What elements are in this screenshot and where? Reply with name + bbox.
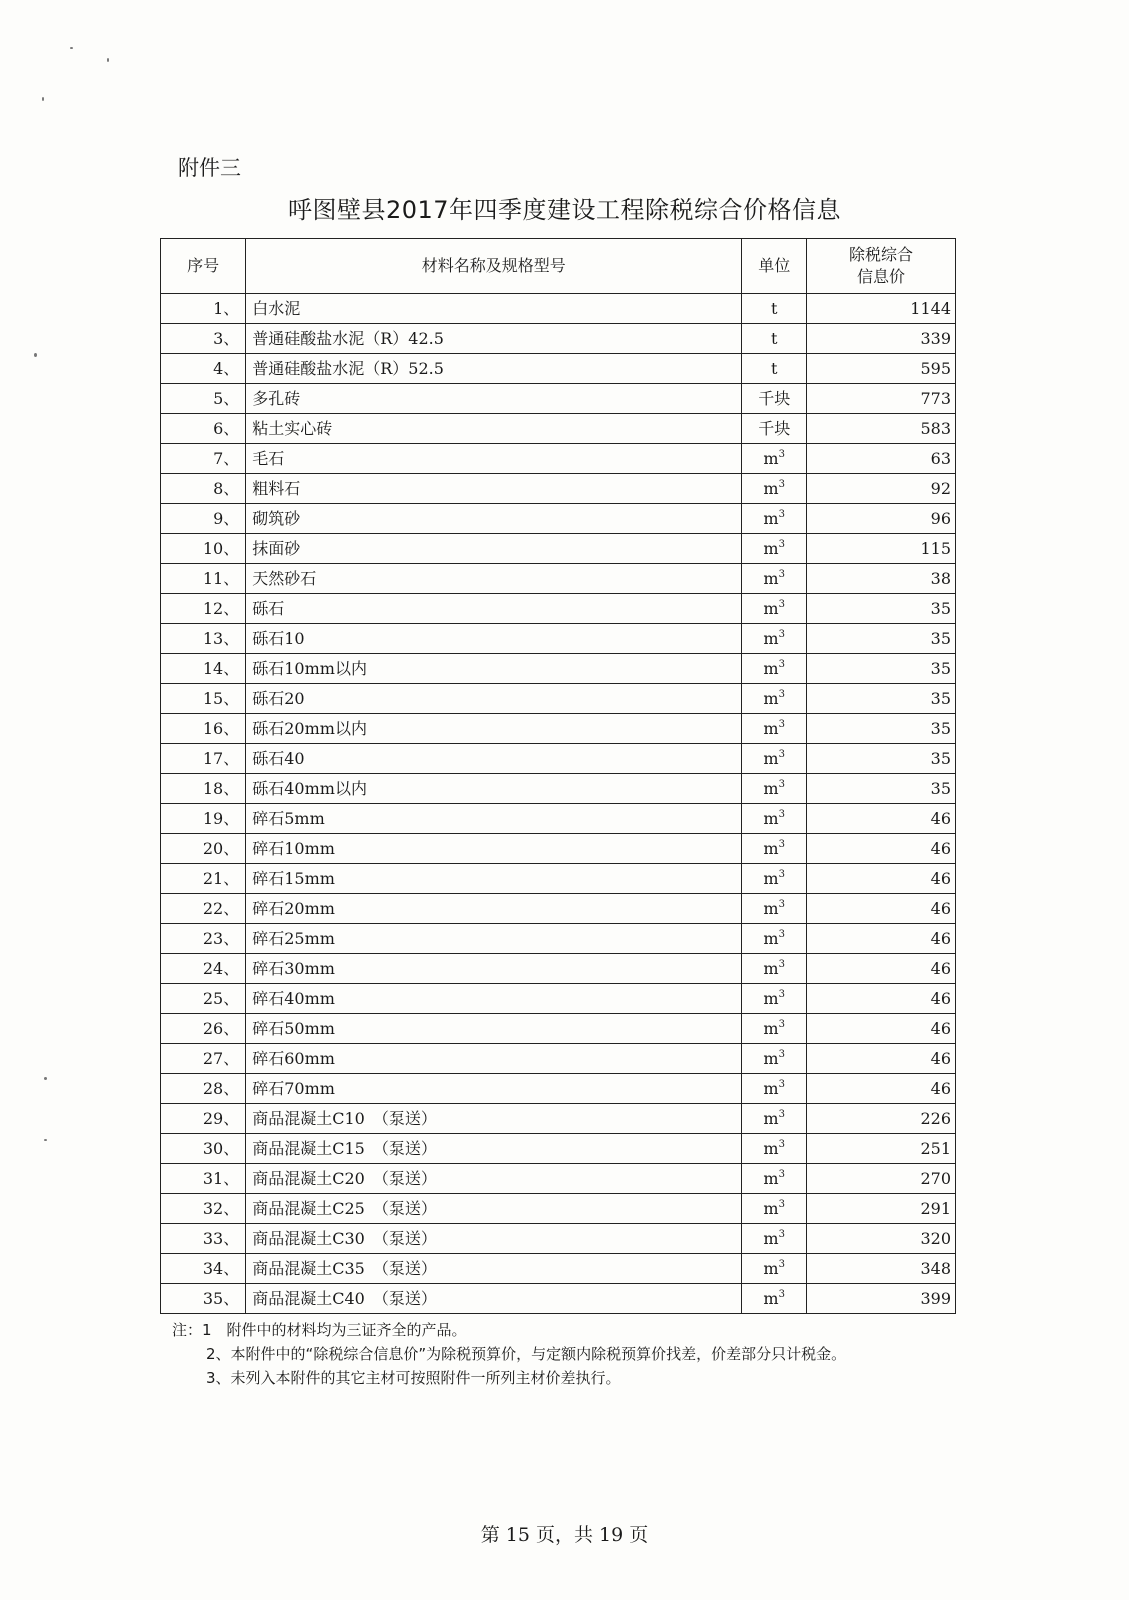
row-name: 碎石15mm	[246, 864, 742, 894]
unit-exponent: 3	[778, 898, 785, 910]
price-table	[160, 238, 956, 1314]
row-price: 63	[807, 444, 956, 474]
row-unit: $m^3$	[742, 1074, 807, 1104]
unit-exponent: 3	[778, 1288, 785, 1300]
table-row	[161, 504, 956, 534]
row-name: 碎石25mm	[246, 924, 742, 954]
table-row	[161, 774, 956, 804]
unit-exponent: 3	[778, 1168, 785, 1180]
row-name: 碎石60mm	[246, 1044, 742, 1074]
row-unit: $m^3$	[742, 1104, 807, 1134]
table-row	[161, 384, 956, 414]
row-price: 46	[807, 804, 956, 834]
row-no: 13、	[161, 624, 246, 654]
row-name: 多孔砖	[246, 384, 742, 414]
row-name: 普通硅酸盐水泥（R）52.5	[246, 354, 742, 384]
table-row	[161, 1014, 956, 1044]
row-price: 92	[807, 474, 956, 504]
table-row	[161, 654, 956, 684]
scan-speck	[107, 58, 109, 62]
row-price: 46	[807, 1074, 956, 1104]
row-no: 16、	[161, 714, 246, 744]
table-header-row	[161, 239, 956, 294]
table-row	[161, 864, 956, 894]
row-no: 12、	[161, 594, 246, 624]
row-no: 3、	[161, 324, 246, 354]
row-no: 33、	[161, 1224, 246, 1254]
row-unit: $m^3$	[742, 684, 807, 714]
row-price: 35	[807, 654, 956, 684]
row-no: 18、	[161, 774, 246, 804]
row-no: 4、	[161, 354, 246, 384]
row-price: 320	[807, 1224, 956, 1254]
row-unit: $m^3$	[742, 714, 807, 744]
table-row	[161, 414, 956, 444]
row-unit: $m^3$	[742, 774, 807, 804]
row-price: 46	[807, 954, 956, 984]
page-title: 呼图壁县2017年四季度建设工程除税综合价格信息	[287, 196, 842, 224]
row-no: 20、	[161, 834, 246, 864]
row-name: 商品混凝土C25 （泵送）	[246, 1194, 742, 1224]
row-unit: $m^3$	[742, 594, 807, 624]
row-name: 碎石20mm	[246, 894, 742, 924]
unit-exponent: 3	[778, 868, 785, 880]
row-unit: t	[742, 294, 807, 324]
row-unit: $m^3$	[742, 954, 807, 984]
row-no: 11、	[161, 564, 246, 594]
row-name: 商品混凝土C35 （泵送）	[246, 1254, 742, 1284]
row-unit: $m^3$	[742, 1134, 807, 1164]
row-name: 碎石5mm	[246, 804, 742, 834]
row-name: 抹面砂	[246, 534, 742, 564]
row-no: 29、	[161, 1104, 246, 1134]
table-row	[161, 1044, 956, 1074]
row-name: 商品混凝土C10 （泵送）	[246, 1104, 742, 1134]
row-no: 7、	[161, 444, 246, 474]
row-name: 商品混凝土C30 （泵送）	[246, 1224, 742, 1254]
scan-speck	[44, 1077, 47, 1080]
table-row	[161, 1194, 956, 1224]
scan-speck	[44, 1139, 47, 1141]
table-row	[161, 684, 956, 714]
row-name: 砾石	[246, 594, 742, 624]
row-name: 天然砂石	[246, 564, 742, 594]
row-no: 31、	[161, 1164, 246, 1194]
unit-exponent: 3	[778, 448, 785, 460]
row-unit: $m^3$	[742, 1044, 807, 1074]
page-footer: 第 15 页，共 19 页	[480, 1524, 649, 1546]
unit-exponent: 3	[778, 1048, 785, 1060]
row-name: 粘土实心砖	[246, 414, 742, 444]
row-price: 38	[807, 564, 956, 594]
row-price: 35	[807, 594, 956, 624]
row-name: 砾石40	[246, 744, 742, 774]
row-unit: $m^3$	[742, 1014, 807, 1044]
row-no: 8、	[161, 474, 246, 504]
table-row	[161, 924, 956, 954]
row-price: 35	[807, 684, 956, 714]
row-name: 商品混凝土C15 （泵送）	[246, 1134, 742, 1164]
unit-exponent: 3	[778, 1198, 785, 1210]
table-row	[161, 1134, 956, 1164]
table-row	[161, 1074, 956, 1104]
row-unit: $m^3$	[742, 804, 807, 834]
row-unit: $m^3$	[742, 984, 807, 1014]
row-no: 25、	[161, 984, 246, 1014]
row-unit: $m^3$	[742, 564, 807, 594]
row-price: 46	[807, 864, 956, 894]
unit-exponent: 3	[778, 688, 785, 700]
table-row	[161, 1284, 956, 1314]
row-price: 1144	[807, 294, 956, 324]
note-3: 3、未列入本附件的其它主材可按照附件一所列主材价差执行。	[206, 1369, 621, 1387]
row-price: 595	[807, 354, 956, 384]
row-unit: $m^3$	[742, 1194, 807, 1224]
header-price-line1: 除税综合	[849, 245, 914, 264]
row-no: 5、	[161, 384, 246, 414]
row-name: 碎石10mm	[246, 834, 742, 864]
row-name: 商品混凝土C40 （泵送）	[246, 1284, 742, 1314]
row-unit: $m^3$	[742, 654, 807, 684]
unit-exponent: 3	[778, 508, 785, 520]
table-row	[161, 744, 956, 774]
note-1: 注：1 附件中的材料均为三证齐全的产品。	[172, 1321, 467, 1339]
annex-label: 附件三	[178, 156, 241, 180]
table-row	[161, 564, 956, 594]
row-unit: $m^3$	[742, 534, 807, 564]
unit-exponent: 3	[778, 628, 785, 640]
unit-exponent: 3	[778, 1228, 785, 1240]
notes	[172, 1318, 932, 1390]
table-body	[161, 294, 956, 1314]
row-unit: $m^3$	[742, 1164, 807, 1194]
row-name: 碎石30mm	[246, 954, 742, 984]
unit-exponent: 3	[778, 718, 785, 730]
row-no: 6、	[161, 414, 246, 444]
row-no: 14、	[161, 654, 246, 684]
row-unit: $m^3$	[742, 834, 807, 864]
row-no: 1、	[161, 294, 246, 324]
row-unit: t	[742, 324, 807, 354]
unit-exponent: 3	[778, 988, 785, 1000]
unit-exponent: 3	[778, 1078, 785, 1090]
row-unit: t	[742, 354, 807, 384]
row-no: 35、	[161, 1284, 246, 1314]
row-no: 28、	[161, 1074, 246, 1104]
row-price: 35	[807, 744, 956, 774]
table-row	[161, 534, 956, 564]
row-no: 19、	[161, 804, 246, 834]
table-row	[161, 954, 956, 984]
row-no: 17、	[161, 744, 246, 774]
unit-exponent: 3	[778, 838, 785, 850]
row-unit: $m^3$	[742, 1224, 807, 1254]
row-price: 270	[807, 1164, 956, 1194]
unit-exponent: 3	[778, 658, 785, 670]
row-no: 9、	[161, 504, 246, 534]
header-name: 材料名称及规格型号	[246, 239, 742, 294]
row-no: 26、	[161, 1014, 246, 1044]
table-row	[161, 984, 956, 1014]
table-row	[161, 1254, 956, 1284]
row-unit: $m^3$	[742, 624, 807, 654]
row-price: 773	[807, 384, 956, 414]
row-name: 碎石50mm	[246, 1014, 742, 1044]
row-price: 35	[807, 714, 956, 744]
row-name: 砾石40mm以内	[246, 774, 742, 804]
row-unit: $m^3$	[742, 504, 807, 534]
header-price	[807, 239, 956, 294]
row-price: 251	[807, 1134, 956, 1164]
row-price: 348	[807, 1254, 956, 1284]
unit-exponent: 3	[778, 568, 785, 580]
row-unit: $m^3$	[742, 744, 807, 774]
row-name: 白水泥	[246, 294, 742, 324]
row-price: 46	[807, 834, 956, 864]
unit-exponent: 3	[778, 1258, 785, 1270]
row-price: 96	[807, 504, 956, 534]
table-row	[161, 474, 956, 504]
row-name: 碎石40mm	[246, 984, 742, 1014]
unit-exponent: 3	[778, 1138, 785, 1150]
row-price: 115	[807, 534, 956, 564]
table-row	[161, 894, 956, 924]
unit-exponent: 3	[778, 928, 785, 940]
scan-speck	[34, 353, 37, 357]
row-name: 砌筑砂	[246, 504, 742, 534]
row-price: 399	[807, 1284, 956, 1314]
row-price: 226	[807, 1104, 956, 1134]
row-price: 583	[807, 414, 956, 444]
row-no: 24、	[161, 954, 246, 984]
row-name: 商品混凝土C20 （泵送）	[246, 1164, 742, 1194]
row-price: 46	[807, 894, 956, 924]
row-price: 35	[807, 774, 956, 804]
unit-exponent: 3	[778, 808, 785, 820]
table-row	[161, 1164, 956, 1194]
row-name: 砾石10mm以内	[246, 654, 742, 684]
table-row	[161, 324, 956, 354]
table-row	[161, 834, 956, 864]
row-unit: 千块	[742, 384, 807, 414]
row-name: 砾石10	[246, 624, 742, 654]
unit-exponent: 3	[778, 958, 785, 970]
row-unit: $m^3$	[742, 1284, 807, 1314]
row-unit: $m^3$	[742, 474, 807, 504]
row-no: 22、	[161, 894, 246, 924]
row-price: 46	[807, 1014, 956, 1044]
row-no: 21、	[161, 864, 246, 894]
row-no: 23、	[161, 924, 246, 954]
row-no: 32、	[161, 1194, 246, 1224]
scan-speck	[70, 47, 73, 49]
row-price: 46	[807, 924, 956, 954]
row-price: 46	[807, 984, 956, 1014]
row-price: 339	[807, 324, 956, 354]
row-unit: $m^3$	[742, 444, 807, 474]
header-unit: 单位	[742, 239, 807, 294]
unit-exponent: 3	[778, 478, 785, 490]
note-2: 2、本附件中的“除税综合信息价”为除税预算价，与定额内除税预算价找差，价差部分只计税金。	[206, 1345, 847, 1363]
row-name: 砾石20	[246, 684, 742, 714]
scan-speck	[42, 97, 44, 101]
unit-exponent: 3	[778, 1108, 785, 1120]
table-row	[161, 294, 956, 324]
table-row	[161, 624, 956, 654]
row-name: 粗料石	[246, 474, 742, 504]
row-unit: $m^3$	[742, 924, 807, 954]
table-row	[161, 714, 956, 744]
row-unit: $m^3$	[742, 894, 807, 924]
row-name: 碎石70mm	[246, 1074, 742, 1104]
row-unit: $m^3$	[742, 1254, 807, 1284]
unit-exponent: 3	[778, 1018, 785, 1030]
row-no: 10、	[161, 534, 246, 564]
unit-exponent: 3	[778, 538, 785, 550]
table-row	[161, 594, 956, 624]
row-name: 普通硅酸盐水泥（R）42.5	[246, 324, 742, 354]
unit-exponent: 3	[778, 778, 785, 790]
row-price: 35	[807, 624, 956, 654]
table-row	[161, 444, 956, 474]
row-no: 34、	[161, 1254, 246, 1284]
table-row	[161, 1224, 956, 1254]
unit-exponent: 3	[778, 748, 785, 760]
row-unit: $m^3$	[742, 864, 807, 894]
table-row	[161, 1104, 956, 1134]
row-name: 毛石	[246, 444, 742, 474]
unit-exponent: 3	[778, 598, 785, 610]
row-price: 291	[807, 1194, 956, 1224]
table-row	[161, 804, 956, 834]
row-unit: 千块	[742, 414, 807, 444]
header-price-line2: 信息价	[857, 267, 906, 286]
row-no: 30、	[161, 1134, 246, 1164]
row-no: 27、	[161, 1044, 246, 1074]
row-price: 46	[807, 1044, 956, 1074]
header-no: 序号	[161, 239, 246, 294]
row-no: 15、	[161, 684, 246, 714]
row-name: 砾石20mm以内	[246, 714, 742, 744]
table-row	[161, 354, 956, 384]
